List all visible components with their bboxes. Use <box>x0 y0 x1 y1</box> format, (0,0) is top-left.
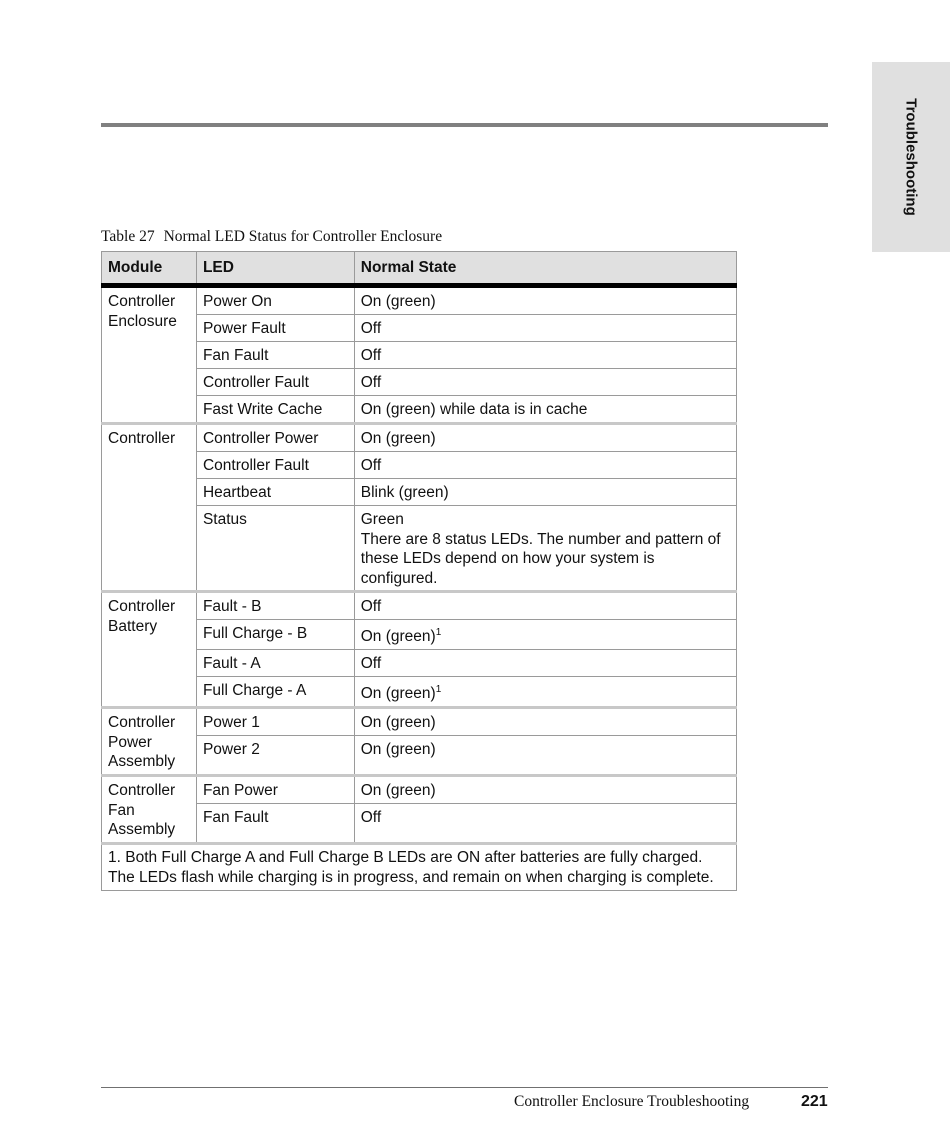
led-cell: Power Fault <box>196 315 354 342</box>
state-value: On (green) <box>360 628 436 645</box>
table-row <box>102 369 737 396</box>
led-cell: Controller Fault <box>196 452 354 479</box>
state-cell: Off <box>354 650 736 677</box>
table-row <box>102 776 737 804</box>
footnote-marker: 1 <box>435 683 442 695</box>
module-cell: Controller Enclosure <box>102 286 197 424</box>
led-cell: Heartbeat <box>196 479 354 506</box>
section-side-tab <box>872 62 950 252</box>
state-cell <box>354 506 736 592</box>
led-cell: Fast Write Cache <box>196 396 354 424</box>
state-cell: Off <box>354 315 736 342</box>
table-row <box>102 342 737 369</box>
led-cell: Controller Fault <box>196 369 354 396</box>
led-cell: Power On <box>196 286 354 315</box>
state-cell: On (green) <box>354 286 736 315</box>
footer-title: Controller Enclosure Troubleshooting <box>514 1093 750 1110</box>
state-cell: On (green) while data is in cache <box>354 396 736 424</box>
led-cell: Full Charge - A <box>196 677 354 708</box>
table-caption <box>101 228 442 246</box>
table-row <box>102 650 737 677</box>
column-header-module: Module <box>102 252 197 286</box>
table-caption-number: Table 27 <box>101 228 155 245</box>
led-cell: Fault - B <box>196 592 354 620</box>
state-cell: Off <box>354 804 736 844</box>
state-cell <box>354 677 736 708</box>
table-row <box>102 315 737 342</box>
table-footnote-section <box>102 844 737 891</box>
table-row <box>102 286 737 315</box>
led-cell: Status <box>196 506 354 592</box>
table-row <box>102 424 737 452</box>
led-status-table <box>101 251 737 891</box>
led-cell: Controller Power <box>196 424 354 452</box>
led-cell: Power 2 <box>196 736 354 776</box>
table-row <box>102 506 737 592</box>
state-cell: On (green) <box>354 736 736 776</box>
table-row <box>102 479 737 506</box>
table-row <box>102 708 737 736</box>
state-cell: Blink (green) <box>354 479 736 506</box>
state-cell <box>354 620 736 650</box>
table-row <box>102 396 737 424</box>
led-cell: Fan Fault <box>196 804 354 844</box>
state-value: On (green) <box>360 685 436 702</box>
module-group-controller-power-assembly <box>102 708 737 776</box>
table-footnote: 1. Both Full Charge A and Full Charge B LEDs are ON after batteries are fully charged. The LEDs flash while charging is in progress, and remain on when charging is complete. <box>102 844 737 891</box>
state-cell: Off <box>354 452 736 479</box>
table-row <box>102 736 737 776</box>
state-cell: Off <box>354 342 736 369</box>
module-group-controller-fan-assembly <box>102 776 737 844</box>
state-cell: On (green) <box>354 424 736 452</box>
state-detail: There are 8 status LEDs. The number and pattern of these LEDs depend on how your system is configured. <box>360 530 721 587</box>
state-cell: On (green) <box>354 708 736 736</box>
table-row <box>102 452 737 479</box>
state-cell: Off <box>354 592 736 620</box>
column-header-normal-state: Normal State <box>354 252 736 286</box>
side-tab-label: Troubleshooting <box>902 98 920 216</box>
module-cell: Controller Fan Assembly <box>102 776 197 844</box>
page-number: 221 <box>801 1093 828 1110</box>
table-header-row <box>102 252 737 286</box>
led-cell: Fault - A <box>196 650 354 677</box>
table-row <box>102 592 737 620</box>
led-cell: Full Charge - B <box>196 620 354 650</box>
module-group-controller-enclosure <box>102 286 737 424</box>
table-caption-title: Normal LED Status for Controller Enclosure <box>163 228 443 245</box>
state-cell: On (green) <box>354 776 736 804</box>
state-value: Green <box>360 511 404 528</box>
module-group-controller-battery <box>102 592 737 708</box>
module-cell: Controller Power Assembly <box>102 708 197 776</box>
led-cell: Fan Fault <box>196 342 354 369</box>
table-row <box>102 677 737 708</box>
footer-rule <box>101 1087 828 1088</box>
module-cell: Controller Battery <box>102 592 197 708</box>
table-row <box>102 620 737 650</box>
table-row <box>102 804 737 844</box>
header-rule <box>101 123 828 127</box>
state-cell: Off <box>354 369 736 396</box>
footnote-marker: 1 <box>435 626 442 638</box>
led-cell: Power 1 <box>196 708 354 736</box>
led-cell: Fan Power <box>196 776 354 804</box>
table-footnote-row <box>102 844 737 891</box>
module-group-controller <box>102 424 737 592</box>
column-header-led: LED <box>196 252 354 286</box>
module-cell: Controller <box>102 424 197 592</box>
